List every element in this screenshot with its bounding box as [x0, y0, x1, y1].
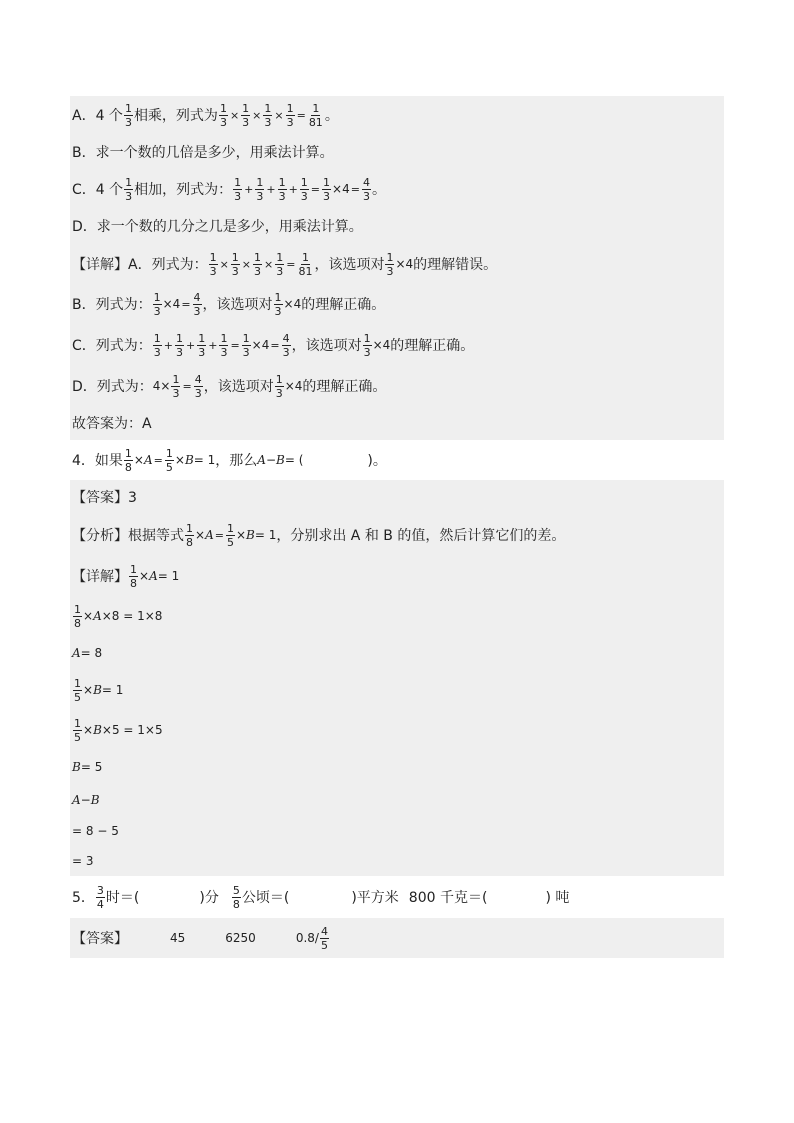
math-operator: × — [241, 257, 252, 271]
fraction-numerator: 1 — [278, 175, 286, 189]
text-run: 的理解错误。 — [413, 257, 498, 273]
text-run: ，该选项对 — [202, 297, 273, 313]
math-operator: + — [186, 338, 196, 352]
fraction-denominator: 8 — [186, 535, 193, 549]
fraction-numerator: 1 — [130, 562, 137, 576]
line-b — [70, 134, 724, 170]
math-variable: B — [276, 453, 285, 467]
fraction-denominator: 8 — [124, 460, 132, 474]
fraction — [153, 292, 162, 317]
fraction-numerator: 1 — [176, 331, 183, 345]
text-run: 【分析】根据等式 — [72, 528, 184, 544]
fraction-denominator: 3 — [234, 189, 242, 203]
text-run: ，该选项对 — [203, 379, 274, 395]
fraction — [308, 103, 324, 128]
text-run: 相加，列式为： — [134, 182, 233, 198]
fraction-denominator: 3 — [362, 189, 370, 203]
text-run: 的理解正确。 — [301, 297, 386, 313]
fraction — [73, 678, 82, 703]
fraction-denominator: 3 — [264, 115, 272, 129]
fraction — [194, 374, 203, 399]
fraction — [209, 252, 218, 277]
fraction-numerator: 1 — [363, 331, 371, 345]
fraction-numerator: 4 — [193, 290, 201, 304]
fraction-denominator: 5 — [226, 535, 234, 549]
fraction — [219, 103, 228, 128]
math-operator: = — [230, 338, 240, 352]
text-run: )平方米 — [351, 890, 399, 906]
line-s5 — [70, 750, 724, 784]
math-text: × — [133, 453, 144, 467]
line-s1 — [70, 596, 724, 636]
math-text: = ( — [284, 453, 304, 467]
fraction — [219, 333, 228, 358]
text-run: 故答案为：A — [72, 416, 152, 432]
fraction — [322, 177, 331, 202]
math-text: ×5 = 1×5 — [101, 723, 163, 737]
fraction-denominator: 8 — [74, 616, 81, 630]
fraction-denominator: 3 — [172, 386, 180, 400]
math-operator: = — [270, 338, 280, 352]
line-q4 — [70, 440, 724, 480]
fraction-denominator: 81 — [298, 264, 313, 278]
math-operator: = — [182, 379, 192, 393]
fraction-denominator: 3 — [323, 189, 331, 203]
fraction-denominator: 3 — [300, 189, 308, 203]
fraction — [275, 374, 284, 399]
math-operator: + — [288, 182, 298, 196]
math-operator: = — [350, 182, 360, 196]
math-text: = 3 — [72, 854, 94, 868]
fraction-denominator: 8 — [130, 576, 137, 590]
math-operator: + — [163, 338, 173, 352]
math-text: × — [195, 528, 206, 542]
fraction-denominator: 3 — [176, 345, 183, 359]
fraction — [129, 564, 138, 589]
fraction-numerator: 4 — [194, 372, 202, 386]
fraction-denominator: 8 — [232, 897, 240, 911]
text-run: 的理解正确。 — [390, 338, 475, 354]
fraction — [385, 252, 394, 277]
math-text: = 8 — [80, 646, 103, 660]
math-variable: A — [93, 609, 102, 623]
math-text: ×4 — [162, 297, 181, 311]
math-text: ×4 — [332, 182, 350, 196]
fraction — [253, 252, 262, 277]
fraction-numerator: 1 — [231, 250, 239, 264]
fraction-denominator: 3 — [242, 345, 250, 359]
math-operator: = — [286, 257, 296, 271]
fraction-denominator: 5 — [165, 460, 173, 474]
text-run: )分 — [199, 890, 219, 906]
fraction — [171, 374, 180, 399]
math-text: = 1 — [254, 528, 277, 542]
line-q4-detail — [70, 556, 724, 596]
fraction — [278, 177, 287, 202]
fraction — [263, 103, 272, 128]
fraction-denominator: 3 — [209, 264, 217, 278]
fraction-numerator: 1 — [264, 101, 272, 115]
fraction — [175, 333, 184, 358]
fraction-denominator: 3 — [276, 264, 284, 278]
text-run: 公顷＝( — [241, 890, 290, 906]
fraction-numerator: 1 — [301, 250, 309, 264]
math-text: = 1 — [193, 453, 216, 467]
math-variable: B — [72, 760, 81, 774]
fraction — [124, 177, 133, 202]
text-run: 。 — [324, 108, 339, 124]
fraction-numerator: 1 — [172, 372, 180, 386]
math-operator: = — [310, 182, 321, 196]
line-s4 — [70, 710, 724, 750]
line-q5 — [70, 876, 724, 918]
line-detail-b — [70, 284, 724, 324]
text-run: B．列式为： — [72, 297, 152, 313]
fraction — [232, 885, 241, 910]
text-run: C．4 个 — [72, 182, 124, 198]
fraction-numerator: 1 — [74, 716, 81, 730]
math-variable: A — [143, 453, 153, 467]
fraction-numerator: 1 — [186, 521, 193, 535]
math-variable: B — [246, 528, 255, 542]
fraction-denominator: 3 — [286, 115, 294, 129]
fraction — [165, 448, 174, 473]
fraction — [297, 252, 313, 277]
line-detail-d — [70, 366, 724, 406]
fraction-numerator: 1 — [254, 250, 262, 264]
fraction — [255, 177, 264, 202]
math-text: 0.8/ — [295, 931, 319, 945]
math-text: × — [83, 683, 94, 697]
fraction-numerator: 1 — [124, 446, 132, 460]
fraction-denominator: 3 — [282, 345, 290, 359]
math-text: ×4 — [251, 338, 270, 352]
fraction-numerator: 1 — [242, 331, 250, 345]
fraction-numerator: 1 — [153, 331, 161, 345]
math-operator: + — [208, 338, 218, 352]
math-operator: = — [296, 108, 306, 122]
fraction-denominator: 3 — [363, 345, 371, 359]
text-run: B．求一个数的几倍是多少，用乘法计算。 — [72, 145, 334, 161]
fraction-numerator: 1 — [242, 101, 250, 115]
fraction — [73, 604, 82, 629]
fraction — [231, 252, 240, 277]
line-d — [70, 208, 724, 244]
fraction — [124, 103, 133, 128]
text-run: D．列式为： — [72, 379, 153, 395]
fraction-numerator: 1 — [312, 101, 320, 115]
fraction — [282, 333, 291, 358]
fraction — [241, 103, 250, 128]
math-variable: B — [93, 723, 102, 737]
text-run: ) 吨 — [545, 890, 570, 906]
math-text: = 5 — [80, 760, 103, 774]
text-run: 4．如果 — [72, 453, 123, 469]
text-run: ，那么 — [215, 453, 258, 469]
fraction-numerator: 1 — [220, 331, 228, 345]
fraction-numerator: 3 — [96, 883, 104, 897]
fraction-denominator: 3 — [220, 345, 228, 359]
fraction — [274, 292, 283, 317]
fraction — [275, 252, 284, 277]
text-run: 【详解】A．列式为： — [72, 257, 208, 273]
text-run: 【答案】 — [72, 931, 128, 947]
math-variable: B — [93, 683, 102, 697]
fraction-denominator: 3 — [124, 115, 132, 129]
fraction-numerator: 4 — [362, 175, 370, 189]
fraction-denominator: 5 — [74, 690, 81, 704]
math-variable: A — [149, 569, 158, 583]
fraction — [362, 177, 371, 202]
fraction-denominator: 3 — [198, 345, 206, 359]
math-operator: = — [214, 528, 224, 542]
fraction-numerator: 1 — [74, 676, 81, 690]
fraction-numerator: 1 — [74, 602, 81, 616]
math-operator: = — [181, 297, 191, 311]
fraction-numerator: 1 — [153, 290, 161, 304]
fraction-numerator: 1 — [219, 101, 227, 115]
fraction-numerator: 1 — [256, 175, 264, 189]
math-operator: + — [266, 182, 276, 196]
line-detail-c — [70, 324, 724, 366]
math-text: ×4 — [372, 338, 391, 352]
math-operator: × — [252, 108, 262, 122]
math-text: ×4 — [395, 257, 414, 271]
math-operator: × — [229, 108, 240, 122]
fraction-numerator: 4 — [282, 331, 290, 345]
math-text: ×8 = 1×8 — [101, 609, 163, 623]
text-run: C．列式为： — [72, 338, 152, 354]
fraction-numerator: 1 — [198, 331, 206, 345]
math-text: × — [139, 569, 150, 583]
math-text: 45 — [170, 931, 186, 945]
math-variable: A — [72, 793, 81, 807]
fraction — [193, 292, 202, 317]
fraction — [226, 523, 235, 548]
fraction-denominator: 3 — [274, 304, 282, 318]
math-text: ×4 — [284, 379, 303, 393]
line-c — [70, 170, 724, 208]
fraction-denominator: 3 — [254, 264, 262, 278]
math-operator: = — [153, 453, 163, 467]
fraction-numerator: 1 — [323, 175, 331, 189]
fraction-denominator: 3 — [242, 115, 250, 129]
line-q5-answer — [70, 918, 724, 958]
text-run: 【详解】 — [72, 569, 128, 585]
text-run: 【答案】3 — [72, 490, 137, 506]
math-text: = 1 — [157, 569, 180, 583]
fraction — [300, 177, 309, 202]
fraction-denominator: 3 — [153, 304, 161, 318]
fraction-denominator: 3 — [278, 189, 286, 203]
math-variable: A — [257, 453, 266, 467]
fraction-numerator: 1 — [286, 101, 294, 115]
fraction — [153, 333, 162, 358]
fraction-numerator: 1 — [386, 250, 394, 264]
math-text: × — [235, 528, 247, 542]
line-s2 — [70, 636, 724, 670]
text-run: ，该选项对 — [314, 257, 385, 273]
line-s3 — [70, 670, 724, 710]
fraction-denominator: 3 — [386, 264, 394, 278]
line-detail-a — [70, 244, 724, 284]
fraction-numerator: 1 — [226, 521, 234, 535]
math-variable: B — [184, 453, 194, 467]
line-answer-3 — [70, 406, 724, 440]
math-text: = 1 — [101, 683, 124, 697]
fraction-numerator: 1 — [209, 250, 217, 264]
math-variable: B — [90, 793, 100, 807]
text-run: 5． — [72, 890, 95, 906]
text-run: 800 千克＝( — [408, 890, 488, 906]
text-run: 时＝( — [105, 890, 140, 906]
fraction — [197, 333, 206, 358]
fraction-denominator: 3 — [275, 386, 283, 400]
math-text: − — [265, 453, 277, 467]
fraction-denominator: 3 — [231, 264, 239, 278]
math-text: ×4 — [283, 297, 302, 311]
fraction-denominator: 5 — [320, 938, 328, 952]
text-run: 相乘，列式为 — [133, 108, 218, 124]
math-operator: + — [244, 182, 254, 196]
math-text: − — [80, 793, 91, 807]
fraction-numerator: 1 — [275, 372, 283, 386]
math-text: 6250 — [225, 931, 256, 945]
fraction-numerator: 4 — [320, 924, 328, 938]
fraction-numerator: 1 — [124, 101, 132, 115]
fraction-denominator: 3 — [256, 189, 264, 203]
line-s8 — [70, 846, 724, 876]
fraction-denominator: 3 — [125, 189, 133, 203]
math-text: × — [83, 609, 94, 623]
fraction — [96, 885, 105, 910]
line-a — [70, 96, 724, 134]
fraction-numerator: 1 — [125, 175, 133, 189]
math-text: × — [174, 453, 185, 467]
text-run: )。 — [367, 453, 387, 469]
fraction-denominator: 4 — [96, 897, 104, 911]
math-operator: × — [274, 108, 284, 122]
text-run: A．4 个 — [72, 108, 123, 124]
line-s6 — [70, 784, 724, 816]
fraction-numerator: 1 — [234, 175, 242, 189]
line-q4-answer — [70, 480, 724, 514]
fraction-numerator: 1 — [276, 250, 284, 264]
fraction-denominator: 5 — [74, 730, 81, 744]
fraction — [73, 718, 82, 743]
fraction — [320, 926, 329, 951]
fraction-numerator: 1 — [165, 446, 173, 460]
text-run: D．求一个数的几分之几是多少，用乘法计算。 — [72, 219, 363, 235]
fraction — [363, 333, 372, 358]
line-q4-analysis — [70, 514, 724, 556]
text-run: ，分别求出 A 和 B 的值，然后计算它们的差。 — [276, 528, 566, 544]
math-variable: A — [72, 646, 81, 660]
fraction-denominator: 3 — [194, 386, 202, 400]
fraction-denominator: 3 — [219, 115, 227, 129]
math-text: = 8 − 5 — [72, 824, 119, 838]
fraction — [124, 448, 133, 473]
fraction-numerator: 1 — [300, 175, 308, 189]
fraction-denominator: 81 — [308, 115, 323, 129]
text-run: 的理解正确。 — [302, 379, 387, 395]
fraction-numerator: 5 — [232, 883, 240, 897]
fraction — [286, 103, 295, 128]
math-operator: × — [219, 257, 229, 271]
text-run: ，该选项对 — [291, 338, 362, 354]
fraction — [242, 333, 251, 358]
fraction-numerator: 1 — [274, 290, 282, 304]
fraction — [233, 177, 242, 202]
text-run: 。 — [371, 182, 386, 198]
math-text: 4× — [152, 379, 171, 393]
fraction-denominator: 3 — [193, 304, 201, 318]
math-text: × — [83, 723, 94, 737]
line-s7 — [70, 816, 724, 846]
fraction-denominator: 3 — [153, 345, 161, 359]
fraction — [185, 523, 194, 548]
math-operator: × — [264, 257, 274, 271]
math-variable: A — [205, 528, 214, 542]
